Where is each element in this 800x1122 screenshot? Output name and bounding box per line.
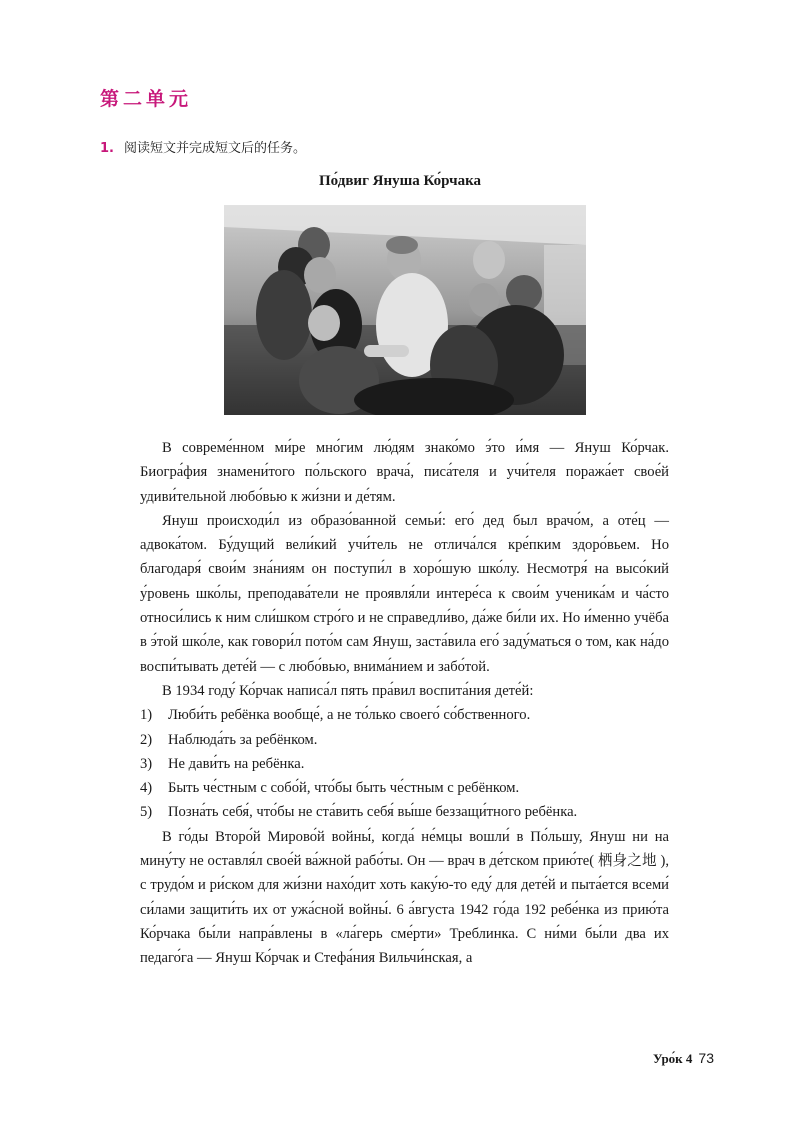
page-footer	[653, 1050, 714, 1067]
list-item-text: Наблюда́ть за ребёнком.	[168, 731, 318, 748]
task-instruction	[100, 137, 306, 156]
list-item	[140, 752, 669, 776]
list-item-text: Позна́ть себя́, что́бы не ста́вить себя́ вы́ше беззащи́тного ребёнка.	[168, 804, 578, 821]
paragraph-4: В го́ды Второ́й Мирово́й войны́, когда́ не́мцы вошли́ в По́льшу, Януш ни на мину́ту не оставля́л свое́й ва́жной рабо́ты. Он — врач в де́тском прию́те( 栖身之地 ), с трудо́м и ри́ском для жи́зни нахо́дит хоть каку́ю-то еду́ для дете́й и пыта́ется всеми́ си́лами защити́ть их от ужа́сной войны́. 6 а́вгуста 1942 го́да 192 ребе́нка из прию́та Ко́рчака бы́ли напра́влены в «ла́герь сме́рти» Треблинка. С ни́ми бы́ли два их педаго́га — Януш Ко́рчак и Стефа́ния Вильчи́нская, а	[140, 828, 669, 967]
list-item-number: 5)	[140, 804, 153, 821]
rules-list	[140, 703, 669, 824]
task-number: 1.	[100, 141, 114, 156]
article-body	[140, 436, 669, 971]
article-title: По́двиг Януша Ко́рчака	[319, 173, 481, 189]
list-item-text: Не дави́ть на ребёнка.	[168, 755, 305, 772]
list-item	[140, 703, 669, 727]
list-item	[140, 776, 669, 800]
unit-title: 第二单元	[100, 88, 193, 110]
paragraph-3: В 1934 году́ Ко́рчак написа́л пять пра́вил воспита́ния дете́й:	[162, 682, 534, 699]
list-item-number: 4)	[140, 780, 153, 797]
list-item	[140, 800, 669, 824]
list-item-text: Быть че́стным с собо́й, что́бы быть че́стным с ребёнком.	[168, 780, 520, 797]
list-item	[140, 728, 669, 752]
list-item-number: 1)	[140, 707, 153, 724]
list-item-text: Люби́ть ребёнка вообще́, а не то́лько своего́ со́бственного.	[168, 707, 531, 724]
article-photo	[224, 205, 586, 415]
list-item-number: 2)	[140, 731, 153, 748]
page-number: 73	[698, 1050, 714, 1066]
footer-lesson: Уро́к 4	[652, 1051, 693, 1066]
task-text: 阅读短文并完成短文后的任务。	[123, 141, 306, 156]
list-item-number: 3)	[140, 755, 153, 772]
paragraph-2: Януш происходи́л из образо́ванной семьи́: его́ дед был врачо́м, а оте́ц — адвока́том. Бу́дущий вели́кий учи́тель не отлича́лся кре́пким здоро́вьем. Но благодаря́ свои́м зна́ниям он поступи́л в хоро́шую шко́лу. Несмотря́ на высо́кий у́ровень шко́лы, преподава́тели не проявля́ли интере́са к свои́м ученика́м и ча́сто относи́лись к ним сли́шком стро́го и не справедли́во, да́же би́ли их. Но и́менно учёба в э́той шко́ле, как говори́л пото́м сам Януш, заста́вила его́ заду́маться о том, как на́до воспи́тывать дете́й — с любо́вью, внима́нием и забо́той.	[140, 512, 669, 675]
paragraph-1: В совреме́нном ми́ре мно́гим лю́дям знако́мо э́то и́мя — Януш Ко́рчак. Биогра́фия знамени́того по́льского врача́, писа́теля и учи́теля поража́ет свое́й удиви́тельной любо́вью к жи́зни и де́тям.	[140, 440, 669, 505]
